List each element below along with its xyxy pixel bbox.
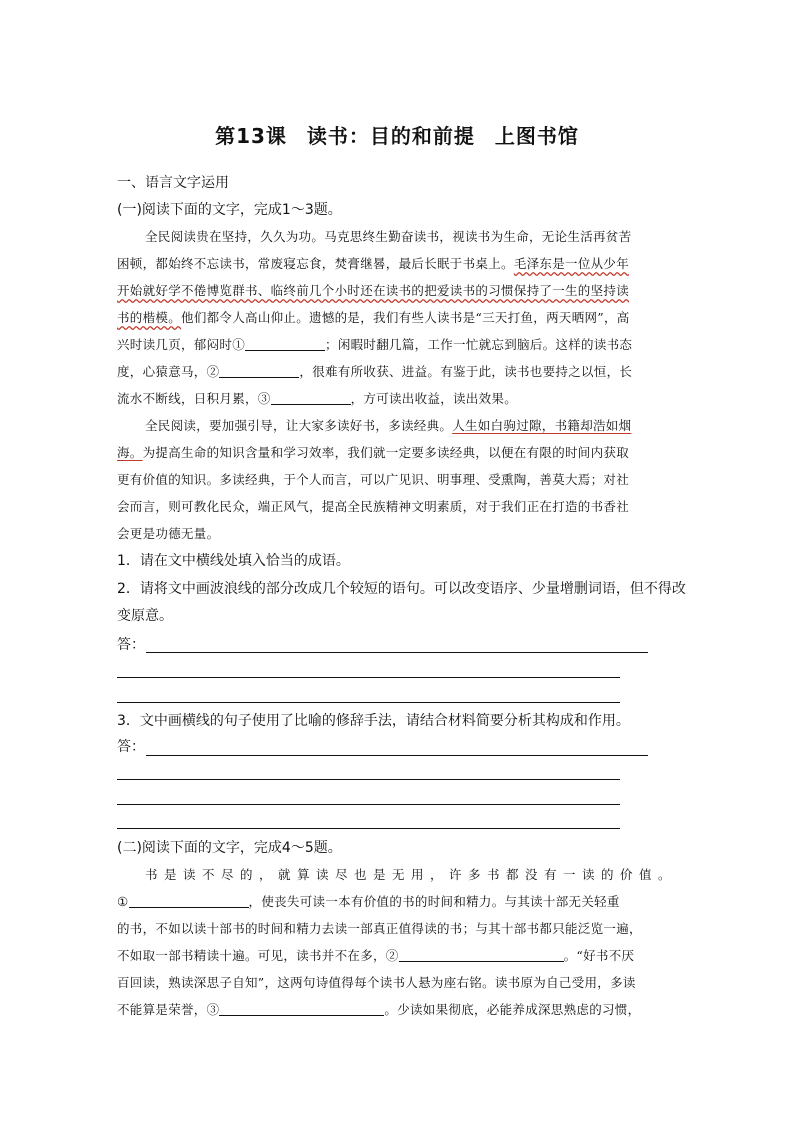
p2-line-2 xyxy=(117,443,629,463)
p1-line-5-text-a: 兴时读几页，郁闷时① xyxy=(117,337,246,352)
lesson-title xyxy=(0,120,794,149)
blank-part2-2-field[interactable] xyxy=(399,947,564,962)
answer-line-2b[interactable] xyxy=(117,677,620,678)
p1-line-7 xyxy=(117,389,517,409)
blank-1-field[interactable] xyxy=(245,336,325,351)
part2-line-4 xyxy=(117,946,634,966)
p1-line-3-wavy: 开始就好学不倦博览群书、临终前几个小时还在读书的把爱读书的习惯保持了一生的坚持读 xyxy=(117,283,630,298)
question-1: 1．请在文中横线处填入恰当的成语。 xyxy=(117,553,350,569)
p1-line-7-text-a: 流水不断线，日积月累，③ xyxy=(117,391,271,406)
question-2-line-1: 2．请将文中画波浪线的部分改成几个较短的语句。可以改变语序、少量增删词语，但不得改 xyxy=(117,581,686,597)
p2-line-4: 会而言，则可教化民众，端正风气，提高全民族精神文明素质，对于我们正在打造的书香社 xyxy=(117,499,630,514)
blank-3-field[interactable] xyxy=(271,390,351,405)
p1-line-2-text: 困顿，都始终不忘读书，常废寝忘食，焚膏继晷，最后长眠于书桌上。 xyxy=(117,256,514,271)
part2-line-2 xyxy=(117,892,620,912)
question-3: 3．文中画横线的句子使用了比喻的修辞手法，请结合材料简要分析其构成和作用。 xyxy=(117,713,630,729)
answer-line-2c[interactable] xyxy=(117,702,620,703)
part2-line-1: 书是读不尽的，就算读尽也是无用，许多书都没有一读的价值。 xyxy=(145,867,678,882)
part2-line-4-text-a: 不如取一部书精读十遍。可见，读书并不在多，② xyxy=(117,948,399,963)
p1-line-5 xyxy=(117,335,632,355)
part1-instruction: (一)阅读下面的文字，完成1～3题。 xyxy=(117,202,342,218)
part2-line-6-text-a: 不能算是荣誉，③ xyxy=(117,1002,220,1017)
p1-line-4-text: 他们都令人高山仰止。遗憾的是，我们有些人读书是“三天打鱼，两天晒网”，高 xyxy=(181,310,630,325)
p2-line-3: 更有价值的知识。多读经典，于个人而言，可以广见识、明事理、受熏陶，善莫大焉；对社 xyxy=(117,472,630,487)
p1-line-4 xyxy=(117,308,630,328)
p2-line-1 xyxy=(145,416,631,436)
answer-line-3a[interactable] xyxy=(146,755,648,756)
blank-part2-3-field[interactable] xyxy=(219,1001,384,1016)
answer-label-2: 答： xyxy=(117,637,145,653)
answer-line-2a[interactable] xyxy=(146,652,648,653)
p1-line-6 xyxy=(117,362,632,382)
part2-line-6-text-b: 。少读如果彻底，必能养成深思熟虑的习惯， xyxy=(384,1002,641,1017)
part2-line-6 xyxy=(117,1000,640,1020)
straight-underlined-end: 海。 xyxy=(117,445,143,460)
wavy-underlined-end: 书的楷模。 xyxy=(117,310,182,325)
question-2-line-2: 变原意。 xyxy=(117,608,173,624)
part2-line-5: 百回读，熟读深思子自知”，这两句诗值得每个读书人悬为座右铭。读书原为自己受用，多读 xyxy=(117,975,636,990)
blank-2-field[interactable] xyxy=(219,363,299,378)
section-heading: 一、语言文字运用 xyxy=(117,175,229,191)
p1-line-6-text-b: ，很难有所收获、进益。有鉴于此，读书也要持之以恒，长 xyxy=(299,364,633,379)
blank-part2-1-field[interactable] xyxy=(129,893,249,908)
p1-line-6-text-a: 度，心猿意马，② xyxy=(117,364,220,379)
p2-line-2-text: 为提高生命的知识含量和学习效率，我们就一定要多读经典，以便在有限的时间内获取 xyxy=(142,445,630,460)
answer-line-3b[interactable] xyxy=(117,779,620,780)
answer-line-3c[interactable] xyxy=(117,804,620,805)
answer-line-3d[interactable] xyxy=(117,828,620,829)
straight-underlined-text: 人生如白驹过隙，书籍却浩如烟 xyxy=(452,418,632,433)
part2-line-2-marker: ① xyxy=(117,894,129,909)
part2-line-3: 的书，不如以读十部书的时间和精力去读一部真正值得读的书；与其十部书都只能泛览一遍， xyxy=(117,921,642,936)
part2-line-4-text-b: 。“好书不厌 xyxy=(563,948,635,963)
p1-line-5-text-b: ；闲暇时翻几篇，工作一忙就忘到脑后。这样的读书态 xyxy=(325,337,633,352)
p1-line-7-text-b: ，方可读出收益，读出效果。 xyxy=(350,391,518,406)
p2-line-1-text: 全民阅读，要加强引导，让大家多读好书，多读经典。 xyxy=(145,418,453,433)
p1-line-1: 全民阅读贵在坚持，久久为功。马克思终生勤奋读书，视读书为生命，无论生活再贫苦 xyxy=(145,229,632,244)
title-lesson-number: 第13课 xyxy=(215,124,287,148)
part2-line-2-text: ，使丧失可读一本有价值的书的时间和精力。与其读十部无关轻重 xyxy=(248,894,620,909)
wavy-underlined-text: 毛泽东是一位从少年 xyxy=(513,256,630,271)
title-sub: 上图书馆 xyxy=(494,124,579,148)
p2-line-5: 会更是功德无量。 xyxy=(117,526,220,541)
p1-line-2 xyxy=(117,254,629,274)
title-main: 读书：目的和前提 xyxy=(306,124,475,148)
answer-label-3: 答： xyxy=(117,739,145,755)
part2-instruction: (二)阅读下面的文字，完成4～5题。 xyxy=(117,840,342,856)
